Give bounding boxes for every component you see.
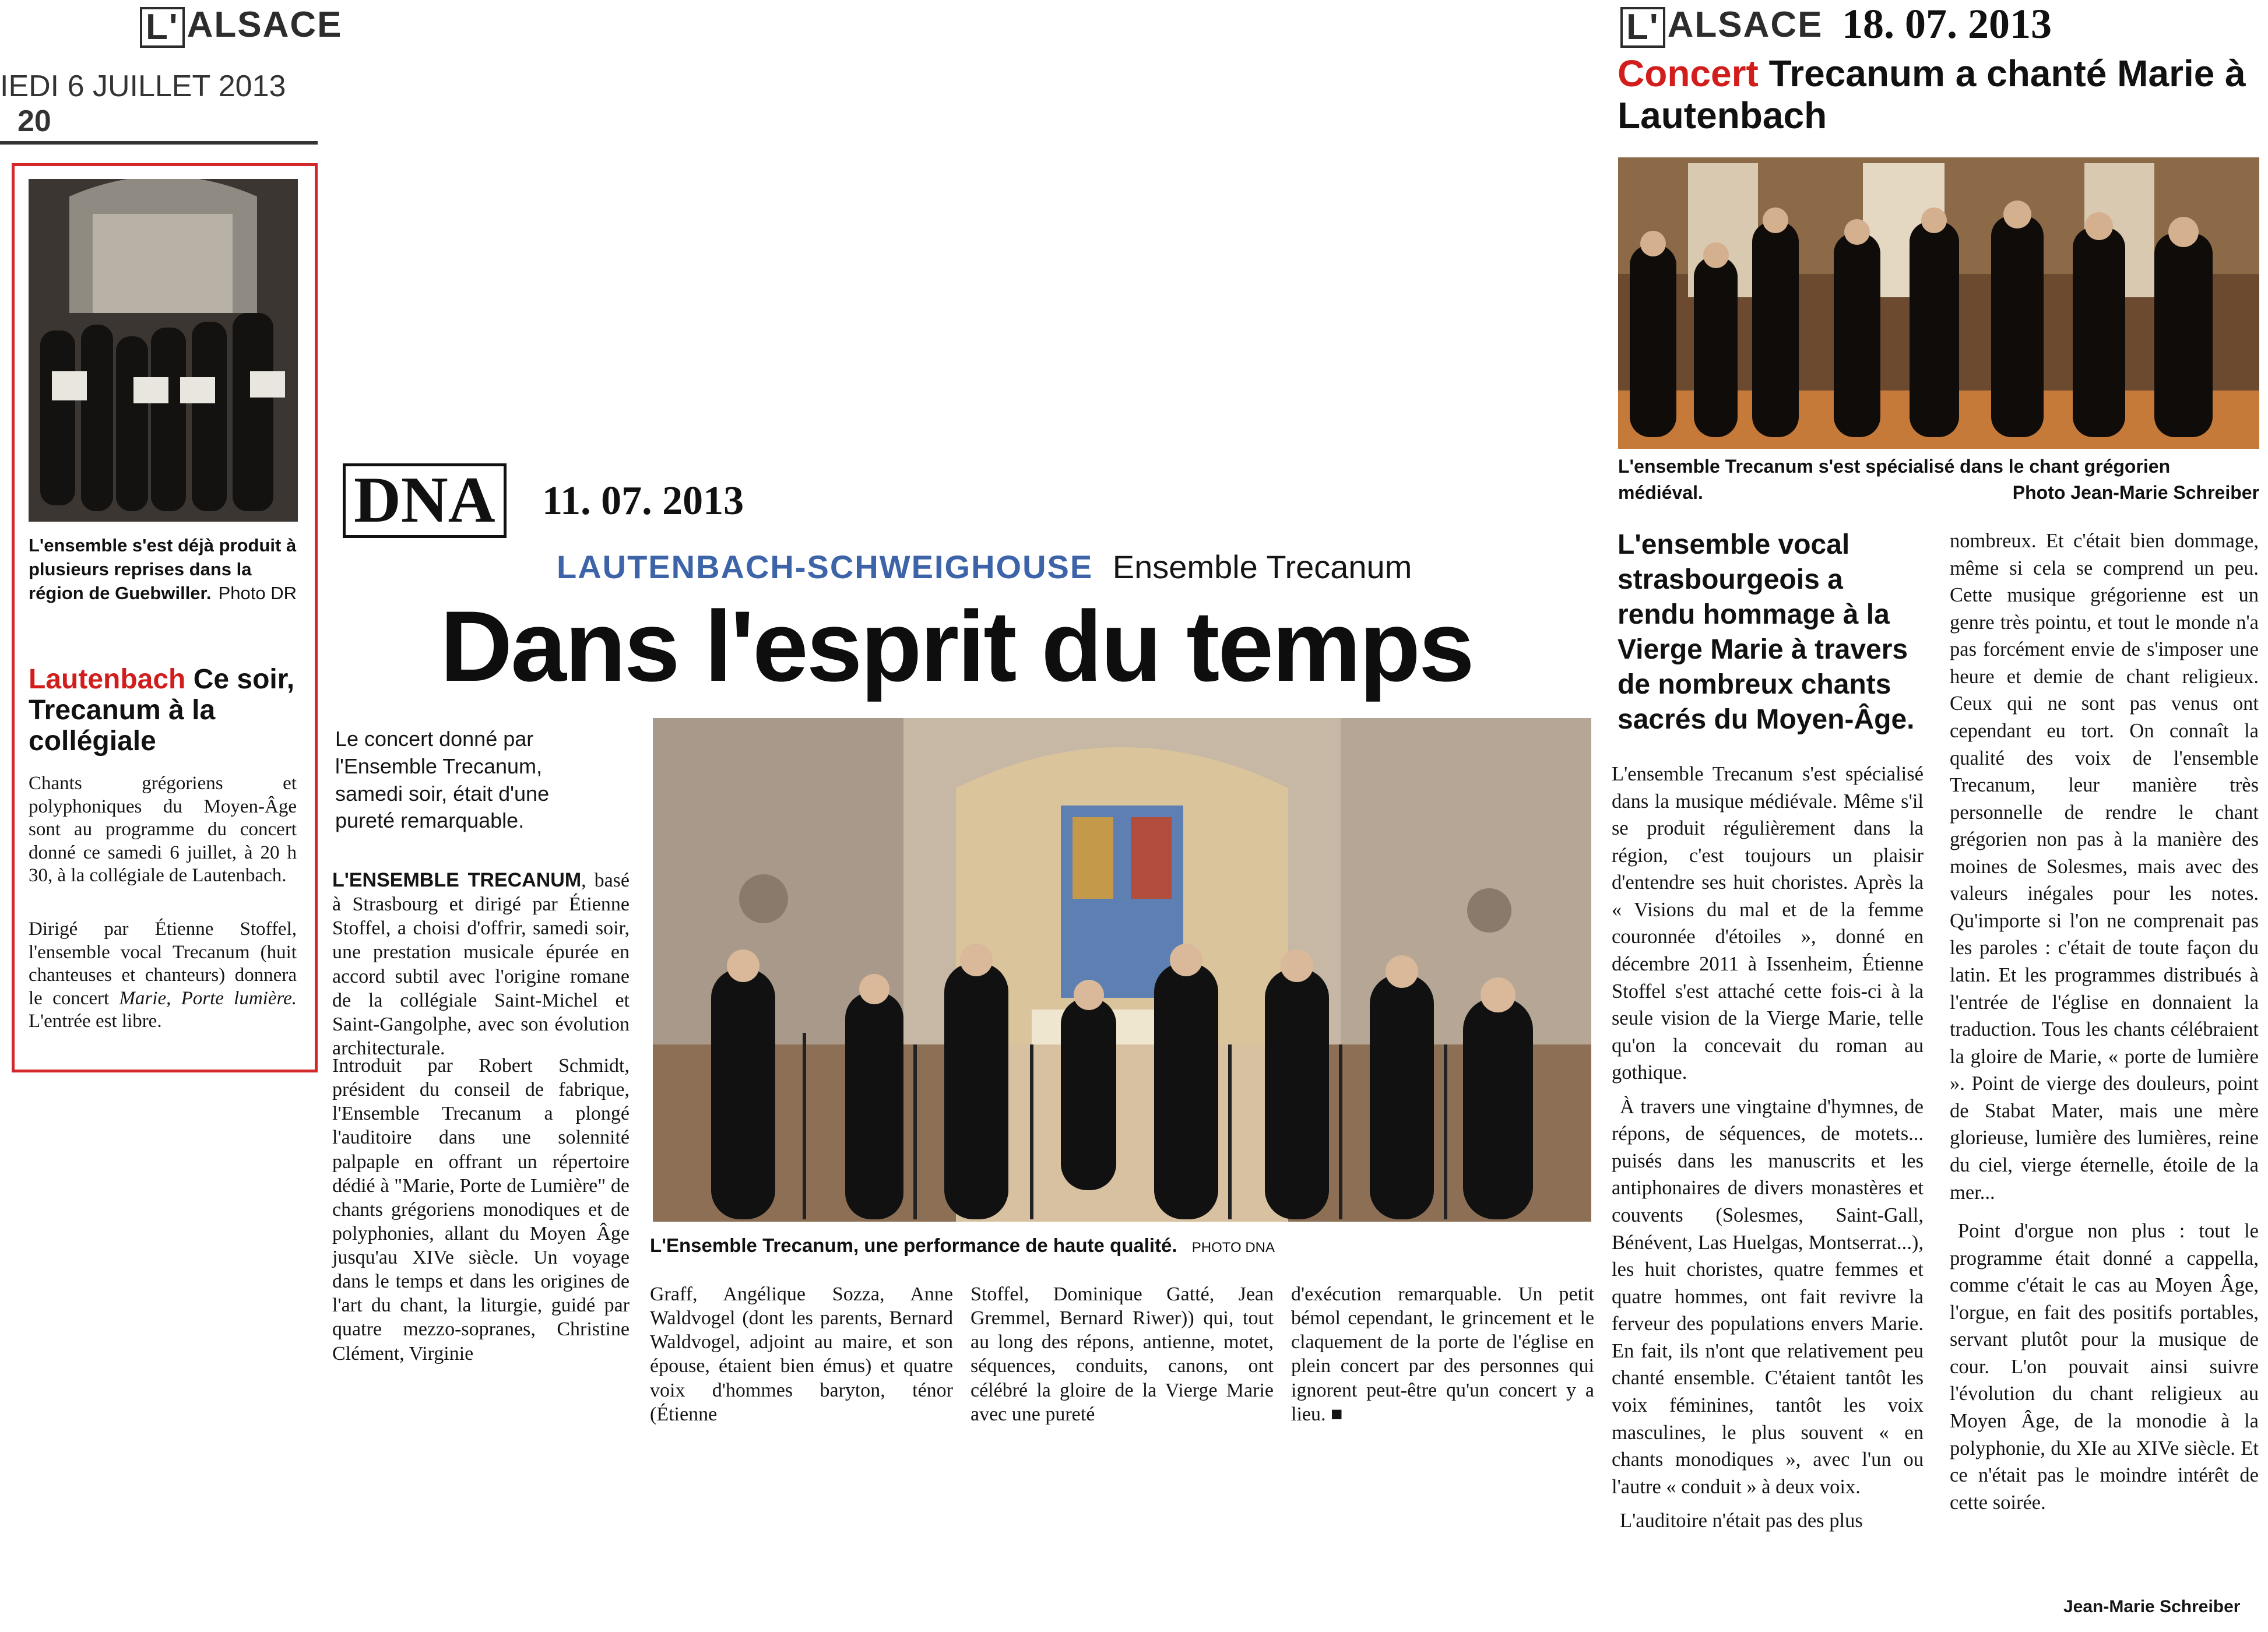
dna-col-2: Graff, Angélique Sozza, Anne Waldvogel (dont les parents, Bernard Waldvogel, adjoint au maire, et son épouse, étaient bien émus) et quatre voix d'hommes baryton, ténor (Étienne bbox=[650, 1283, 953, 1425]
right-photo-image bbox=[1618, 157, 2259, 449]
left-headline-text: Ce soir, Trecanum à la collégiale bbox=[29, 664, 295, 757]
end-mark-icon: ■ bbox=[1325, 1403, 1343, 1425]
left-photo-credit: Photo DR bbox=[218, 583, 297, 604]
dna-photo-image bbox=[653, 718, 1591, 1222]
left-brief-paragraph-2 bbox=[29, 918, 297, 1033]
dna-location: LAUTENBACH-SCHWEIGHOUSE bbox=[557, 548, 1093, 585]
right-col-left bbox=[1612, 761, 1924, 1535]
dna-headline: Dans l'esprit du temps bbox=[440, 590, 1473, 702]
right-byline: Jean-Marie Schreiber bbox=[2063, 1597, 2241, 1616]
right-photo bbox=[1618, 157, 2259, 449]
dna-photo-credit: PHOTO DNA bbox=[1191, 1240, 1275, 1255]
dna-body-lead: L'ENSEMBLE TRECANUM bbox=[332, 869, 582, 891]
left-brief-box bbox=[12, 163, 318, 1072]
right-masthead bbox=[1620, 7, 1823, 48]
dna-topic: Ensemble Trecanum bbox=[1112, 548, 1412, 585]
left-caption-text: L'ensemble s'est déjà produit à plusieurs reprises dans la région de Guebwiller. bbox=[29, 535, 297, 604]
right-photo-caption bbox=[1618, 453, 2259, 506]
right-headline bbox=[1618, 52, 2259, 137]
left-p2-a: Dirigé par Étienne Stoffel, l'ensemble vocal Trecanum (huit chanteuses et chanteurs) donnera le concert bbox=[29, 919, 297, 1009]
page-number: 20 bbox=[17, 104, 51, 138]
dna-lead: Le concert donné par l'Ensemble Trecanum, samedi soir, était d'une pureté remarquable. bbox=[335, 727, 550, 833]
dna-col-4 bbox=[1291, 1282, 1594, 1426]
left-p2-b: L'entrée est libre. bbox=[29, 1011, 162, 1032]
dna-body-2: Introduit par Robert Schmidt, président du conseil de fabrique, l'Ensemble Trecanum a plongé l'auditoire dans une solennité palpaple en offrant un répertoire dédié à "Marie, Porte de Lumière" de chants grégoriens monodiques et de polyphonies, allant du Moyen Âge jusqu'au XIVe siècle. Un voyage dans le temps et dans les origines de l'art du chant, la liturgie, guidé par quatre mezzo-sopranes, Christine Clément, Virginie bbox=[332, 1055, 630, 1364]
dna-col-4-text: d'exécution remarquable. Un petit bémol cependant, le grincement et le claquement de la porte de l'église en plein concert par des personnes qui ignorent peut-être qu'un concert y a lieu. bbox=[1291, 1283, 1594, 1425]
dna-body-1-text: , basé à Strasbourg et dirigé par Étienne Stoffel, a choisi d'offrir, samedi soir, une prestation musicale épurée en accord subtil avec l'origine romane de la collégiale Saint-Michel et Saint-Gangolphe, avec son évolution architecturale. bbox=[332, 870, 630, 1059]
right-left-p1: L'ensemble Trecanum s'est spécialisé dans la musique médiévale. Même s'il se produit régulièrement dans la région, c'est toujours un plaisir d'entendre ses huit choristes. Après la « Visions du mal et de la femme couronnée d'étoiles », donné en décembre 2011 à Issenheim, Étienne Stoffel s'est attaché cette fois-ci à la seule vision de la Vierge Marie, telle qu'on la concevait du roman au gothique. bbox=[1612, 763, 1924, 1084]
dna-photo bbox=[653, 718, 1591, 1222]
left-photo-caption bbox=[29, 533, 297, 606]
left-dateline bbox=[0, 69, 318, 145]
dna-date: 11. 07. 2013 bbox=[542, 479, 744, 523]
left-brief-headline bbox=[29, 664, 297, 757]
right-photo-credit: Photo Jean-Marie Schreiber bbox=[2012, 481, 2259, 503]
left-p2-italic: Marie, Porte lumière. bbox=[119, 987, 297, 1009]
right-headline-kicker: Concert bbox=[1618, 52, 1759, 94]
right-caption-text: L'ensemble Trecanum s'est spécialisé dans le chant grégorien médiéval. bbox=[1618, 456, 2171, 503]
right-headline-text: Trecanum a chanté Marie à Lautenbach bbox=[1618, 52, 2246, 137]
dna-logo: DNA bbox=[343, 463, 507, 538]
right-masthead-mark: L' bbox=[1620, 7, 1665, 48]
right-lead: L'ensemble vocal strasbourgeois a rendu hommage à la Vierge Marie à travers de nombreux chants sacrés du Moyen-Âge. bbox=[1618, 529, 1915, 735]
left-photo-image bbox=[29, 179, 298, 522]
right-col-right bbox=[1950, 527, 2259, 1516]
left-headline-kicker: Lautenbach bbox=[29, 664, 186, 695]
right-date: 18. 07. 2013 bbox=[1842, 1, 2052, 47]
dateline-text: IEDI 6 JUILLET 2013 bbox=[0, 69, 286, 103]
right-right-p1: nombreux. Et c'était bien dommage, même si cela se comprend un peu. Cette musique grégorienne est un genre très pointu, et tout le monde n'a pas forcément envie de s'imposer une heure et demie de chant religieux. Ceux qui ne sont pas venus ont cependant eu tort. On connaît la qualité des voix de l'ensemble Trecanum, leur manière très personnelle de rendre le chant grégorien non pas à la manière des moines de Solesmes, mais avec des valeurs inégales pour les notes. Qu'importe si l'on ne comprenait pas les paroles : c'était de toute façon du latin. Et les programmes distribués à l'entrée de l'église en donnaient la traduction. Tous les chants célébraient la gloire de Marie, « porte de lumière ». Point de vierge des douleurs, point de Stabat Mater, mais une mère glorieuse, lumière des lumières, reine du ciel, vierge éternelle, étoile de la mer... bbox=[1950, 530, 2259, 1204]
dna-photo-caption bbox=[650, 1234, 1275, 1257]
dna-kicker bbox=[557, 548, 1412, 586]
dna-col-3: Stoffel, Dominique Gatté, Jean Gremmel, Bernard Riwer)) qui, tout au long des répons, antienne, motet, séquences, conduits, canons, ont célébré la gloire de la Vierge Marie avec une pureté bbox=[971, 1283, 1274, 1425]
right-left-p2: À travers une vingtaine d'hymnes, de répons, de séquences, de motets... puisés dans les manuscrits et les antiphonaires de divers monastères et couvents (Solesmes, Saint-Gall, Bénévent, Las Huelgas, Montserrat...), les huit choristes, quatre femmes et quatre hommes, ont fait revivre la ferveur des populations envers Marie. En fait, ils n'ont que relativement peu chanté ensemble. C'étaient tantôt les voix féminines, tantôt les voix masculines, le plus souvent « en chants monodiques », avec l'un ou l'autre « conduit » à deux voix. bbox=[1612, 1095, 1924, 1498]
dna-caption-text: L'Ensemble Trecanum, une performance de haute qualité. bbox=[650, 1234, 1177, 1256]
left-brief-paragraph-1: Chants grégoriens et polyphoniques du Moyen-Âge sont au programme du concert donné ce samedi 6 juillet, à 20 h 30, à la collégiale de Lautenbach. bbox=[29, 773, 297, 887]
left-masthead bbox=[140, 7, 343, 48]
right-masthead-title: ALSACE bbox=[1667, 5, 1823, 45]
dna-body-1 bbox=[332, 868, 630, 1060]
right-right-p2: Point d'orgue non plus : tout le programme était donné a cappella, comme c'était le cas au Moyen Âge, l'orgue, en fait des positifs portables, servant plutôt pour la musique de cour. L'on pouvait ainsi suivre l'évolution du chant religieux au Moyen Âge, de la monodie à la polyphonie, du XIe au XIVe siècle. Et ce n'était pas le moindre intérêt de cette soirée. bbox=[1950, 1220, 2259, 1514]
masthead-title: ALSACE bbox=[187, 5, 343, 45]
masthead-mark: L' bbox=[140, 7, 185, 48]
right-left-p3: L'auditoire n'était pas des plus bbox=[1620, 1510, 1863, 1532]
left-brief-photo bbox=[29, 179, 298, 522]
